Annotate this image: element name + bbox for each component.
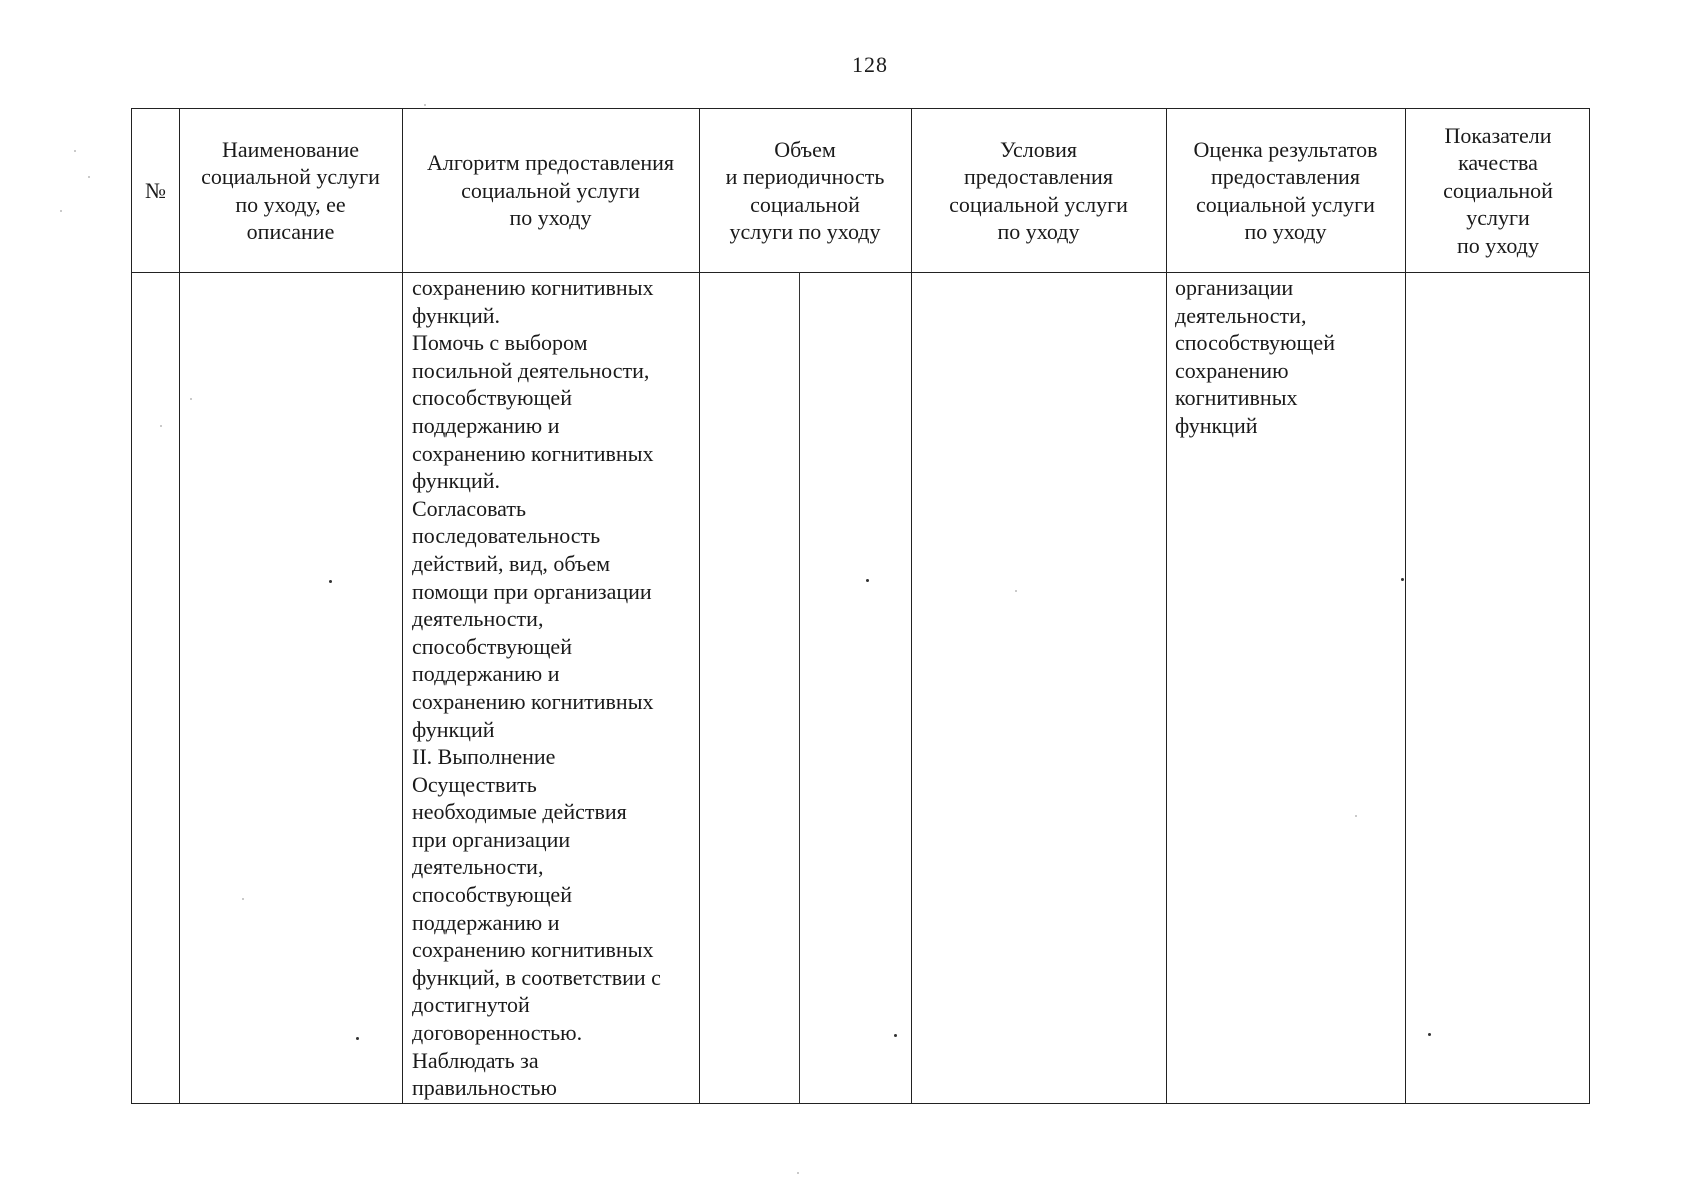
scan-speck [866,579,869,582]
scan-noise [1015,590,1017,592]
cell-algorithm: сохранению когнитивных функций. Помочь с выбором посильной деятельности, способствующей поддержанию и сохранению когнитивных функций. Согласовать последовательность действий, вид, объем помощи при организации деятельности, способствующей поддержанию и сохранению когнитивных функций II. Выполнение Осуществить необходимые действия при организации деятельности, способствующей поддержанию и сохранению когнитивных функций, в соответствии с достигнутой договоренностью. Наблюдать за правильностью [412,275,661,1101]
scan-noise [88,176,90,178]
header-volume: Объем и периодичность социальной услуги по уходу [725,136,885,244]
scan-noise [160,425,162,427]
scan-noise [190,398,192,400]
scan-noise [74,150,76,152]
scan-speck [329,580,332,583]
scan-noise [60,210,62,212]
header-evaluation: Оценка результатов предоставления социальной услуги по уходу [1193,136,1378,244]
cell-evaluation: организации деятельности, способствующей сохранению когнитивных функций [1175,275,1335,438]
services-table [131,108,1590,1104]
header-number: № [145,177,166,203]
header-quality: Показатели качества социальной услуги по уходу [1443,122,1553,258]
scan-noise [797,1172,799,1174]
scan-speck [356,1037,359,1040]
scan-noise [1355,815,1357,817]
scan-speck [1428,1033,1431,1036]
header-divider [132,272,1589,273]
scan-noise [242,898,244,900]
header-algorithm: Алгоритм предоставления социальной услуги по уходу [426,150,675,231]
scan-speck [1401,578,1404,581]
page-number: 128 [852,52,888,77]
scan-speck [894,1034,897,1037]
header-service-name: Наименование социальной услуги по уходу, ее описание [201,136,380,244]
scan-noise [424,104,426,106]
sub-column-divider [799,272,800,1103]
header-conditions: Условия предоставления социальной услуги по уходу [949,136,1128,244]
